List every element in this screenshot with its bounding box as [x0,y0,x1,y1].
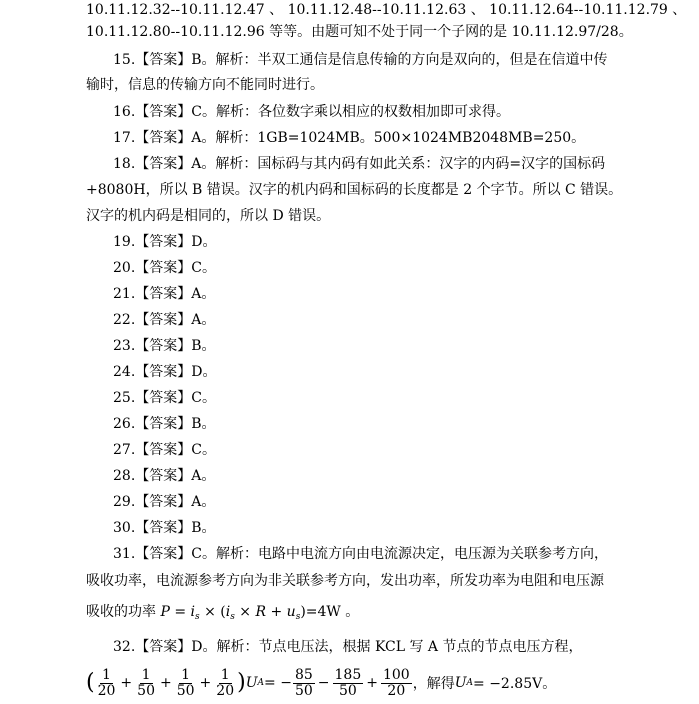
answer-26: 26.【答案】B。 [113,416,216,432]
minus-sign: − [317,675,330,691]
answer-30: 30.【答案】B。 [113,520,216,536]
fraction-1-50-a: $\frac{1}{50}$ [137,666,155,699]
answer-31-line-2: 吸收功率，电流源参考方向为非关联参考方向，发出功率，所发功率为电阻和电压源 [86,573,604,589]
fraction-1-20-b: $\frac{1}{20}$ [216,666,235,699]
answer-25: 25.【答案】C。 [113,390,216,406]
answer-21: 21.【答案】A。 [113,286,216,302]
formula-current-symbol: i [190,604,195,620]
plus-sign: + [159,675,172,691]
answer-20: 20.【答案】C。 [113,260,216,276]
text-line-ip-ranges-2: 10.11.12.80--10.11.12.96 等等。由题可知不处于同一个子网的是 10.11.12.97/28。 [86,24,633,40]
answer-17: 17.【答案】A。解析：1GB=1024MB。500×1024MB2048MB=250。 [113,130,586,146]
answer-15-line-2: 输时，信息的传输方向不能同时进行。 [86,77,324,93]
equation-open-paren: ( [86,670,95,695]
voltage-subscript-a: A [257,678,265,688]
formula-subscript-s-3: s [295,612,301,622]
plus-sign: + [120,675,133,691]
solution-result: = −2.85V。 [473,676,557,692]
formula-close: ) [300,604,306,620]
answer-31-line-1: 31.【答案】C。解析：电路中电流方向由电流源决定，电压源为关联参考方向， [113,546,608,562]
equals-minus: = − [264,675,292,691]
answer-23: 23.【答案】B。 [113,338,216,354]
answer-31-prefix: 吸收的功率 [86,604,161,620]
formula-subscript-s: s [195,612,200,622]
answer-27: 27.【答案】C。 [113,442,216,458]
fraction-1-20: $\frac{1}{20}$ [97,666,116,699]
answer-29: 29.【答案】A。 [113,494,216,510]
fraction-100-20: $\frac{100}{20}$ [382,666,410,699]
answer-22: 22.【答案】A。 [113,312,216,328]
answer-15-line-1: 15.【答案】B。解析：半双工通信是信息传输的方向是双向的，但是在信道中传 [113,52,608,68]
equation-close-paren: ) [237,670,246,695]
formula-times-open: × ( [199,604,226,620]
answer-19: 19.【答案】D。 [113,234,217,250]
voltage-symbol-u-2: U [454,675,467,691]
solve-text: ，解得 [412,676,455,692]
text-line-ip-ranges-1: 10.11.12.32--10.11.12.47 、 10.11.12.48--10.11.12.63 、 10.11.12.64--10.11.12.79 、 [86,2,687,18]
voltage-symbol-u: U [245,675,258,691]
formula-subscript-s-2: s [230,612,235,622]
plus-sign: + [199,675,212,691]
answer-28: 28.【答案】A。 [113,468,216,484]
voltage-subscript-a-2: A [466,678,474,688]
answer-18-line-1: 18.【答案】A。解析：国标码与其内码有如此关系：汉字的内码=汉字的国标码 [113,156,606,172]
answer-24: 24.【答案】D。 [113,364,217,380]
formula-times-sign: × [234,604,256,620]
formula-equals: = [169,604,191,620]
fraction-85-50: $\frac{85}{50}$ [294,666,313,699]
answer-31-line-3 [86,602,359,627]
answer-32-line-1: 32.【答案】D。解析：节点电压法，根据 KCL 写 A 节点的节点电压方程， [113,639,583,655]
answer-18-line-3: 汉字的机内码是相同的，所以 D 错误。 [86,208,331,224]
node-voltage-equation [86,663,556,703]
formula-current-symbol-2: i [225,604,231,620]
answer-18-line-2: +8080H，所以 B 错误。汉字的机内码和国标码的长度都是 2 个字节。所以 C 错误。 [86,182,623,198]
formula-voltage-symbol: u [286,604,296,620]
fraction-1-50-b: $\frac{1}{50}$ [176,666,195,699]
fraction-185-50: $\frac{185}{50}$ [334,666,362,699]
answer-16: 16.【答案】C。解析：各位数字乘以相应的权数相加即可求得。 [113,104,510,120]
formula-power-symbol: P [160,604,170,620]
formula-resistance-symbol: R [255,604,267,620]
plus-sign-rhs: + [366,675,378,691]
formula-result: =4W 。 [305,604,360,620]
formula-plus: + [266,604,287,620]
